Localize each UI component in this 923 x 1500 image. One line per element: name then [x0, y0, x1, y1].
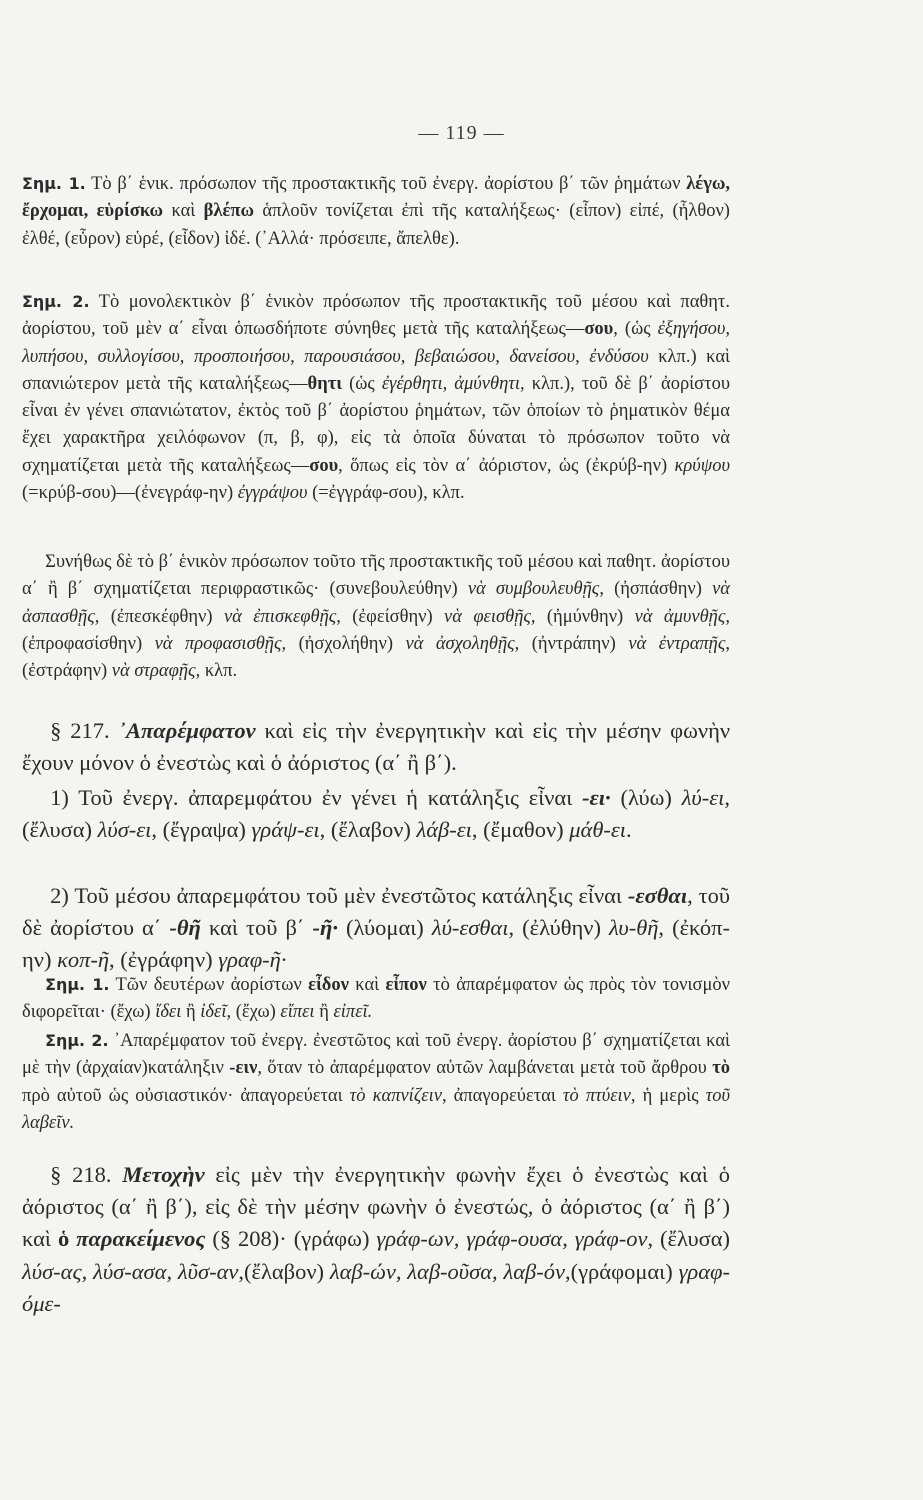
note-1-imperative: Σημ. 1. Τὸ β΄ ἑνικ. πρόσωπον τῆς προστακτικῆς τοῦ ἐνεργ. ἀορίστου β΄ τῶν ῥημάτων λέγω, ἔρχομαι, εὑρίσκω καὶ βλέπω ἁπλοῦν τονίζεται ἐπὶ τῆς καταλήξεως· (εἶπον) εἰπέ, (ἦλθον) ἐλθέ, (εὗρον) εὑρέ, (εἶδον) ἰδέ. (᾿Αλλά· πρόσειπε, ἄπελθε).	[22, 174, 730, 249]
section-217-item-1: 1) Τοῦ ἐνεργ. ἀπαρεμφάτου ἐν γένει ἡ κατάληξις εἶναι -ει· (λύω) λύ-ει, (ἔλυσα) λύσ-ει, (ἔγραψα) γράψ-ει, (ἔλαβον) λάβ-ει, (ἔμαθον) μάθ-ει.	[22, 785, 730, 843]
section-217-item-2: 2) Τοῦ μέσου ἀπαρεμφάτου τοῦ μὲν ἐνεστῶτος κατάληξις εἶναι -εσθαι, τοῦ δὲ ἀορίστου α΄ -θῆ καὶ τοῦ β΄ -ῆ· (λύομαι) λύ-εσθαι, (ἐλύθην) λυ-θῆ, (ἐκόπ-ην) κοπ-ῆ, (ἐγράφην) γραφ-ῆ·	[22, 883, 730, 973]
page-number: — 119 —	[418, 122, 505, 144]
note-1-infinitive: Σημ. 1. Τῶν δευτέρων ἀορίστων εἶδον καὶ εἶπον τὸ ἀπαρέμφατον ὡς πρὸς τὸν τονισμὸν διφορεῖται· (ἔχω) ἴδει ἢ ἰδεῖ, (ἔχω) εἴπει ἢ εἰπεῖ.	[22, 975, 730, 1023]
section-218: § 218. Μετοχὴν εἰς μὲν τὴν ἐνεργητικὴν φωνὴν ἔχει ὁ ἐνεστὼς καὶ ὁ ἀόριστος (α΄ ἢ β΄), εἰς δὲ τὴν μέσην φωνὴν ὁ ἐνεστώς, ὁ ἀόριστος (α΄ ἢ β΄) καὶ ὁ παρακείμενος (§ 208)· (γράφω) γράφ-ων, γράφ-ουσα, γράφ-ον, (ἔλυσα) λύσ-ας, λύσ-ασα, λῦσ-αν,(ἔλαβον) λαβ-ών, λαβ-οῦσα, λαβ-όν,(γράφομαι) γραφ-όμε-	[22, 1162, 731, 1316]
note-2-infinitive: Σημ. 2. ᾿Απαρέμφατον τοῦ ἐνεργ. ἐνεστῶτος καὶ τοῦ ἐνεργ. ἀορίστου β΄ σχηματίζεται καὶ μὲ τὴν (ἀρχαίαν)κατάληξιν -ειν, ὅταν τὸ ἀπαρέμφατον αὐτῶν λαμβάνεται μετὰ τοῦ ἄρθρου τὸ πρὸ αὐτοῦ ὡς οὐσιαστικόν· ἀπαγορεύεται τὸ καπνίζειν, ἀπαγορεύεται τὸ πτύειν, ἡ μερὶς τοῦ λαβεῖν.	[22, 1031, 730, 1133]
section-217: § 217. ᾿Απαρέμφατον καὶ εἰς τὴν ἐνεργητικὴν καὶ εἰς τὴν μέσην φωνὴν ἔχουν μόνον ὁ ἐνεστὼς καὶ ὁ ἀόριστος (α΄ ἢ β΄).	[22, 718, 731, 776]
note-2-imperative: Σημ. 2. Τὸ μονολεκτικὸν β΄ ἑνικὸν πρόσωπον τῆς προστακτικῆς τοῦ μέσου καὶ παθητ. ἀορίστου, τοῦ μὲν α΄ εἶναι ὁπωσδήποτε σύνηθες μετὰ τῆς καταλήξεως—σου, (ὡς ἐξηγήσου, λυπήσου, συλλογίσου, προσποιήσου, παρουσιάσου, βεβαιώσου, δανείσου, ἐνδύσου κλπ.) καὶ σπανιώτερον μετὰ τῆς καταλήξεως—θητι (ὡς ἐγέρθητι, ἀμύνθητι, κλπ.), τοῦ δὲ β΄ ἀορίστου εἶναι ἐν γένει σπανιώτατον, ἐκτὸς τοῦ β΄ ἀορίστου ῥημάτων, τῶν ὁποίων τὸ ῥηματικὸν θέμα ἔχει χαρακτῆρα χειλόφωνον (π, β, φ), εἰς τὰ ὁποῖα δύναται τὸ πρόσωπον τοῦτο νὰ σχηματίζεται μετὰ τῆς καταλήξεως—σου, ὅπως εἰς τὸν α΄ ἀόριστον, ὡς (ἐκρύβ-ην) κρύψου (=κρύβ-σου)—(ἐνεγράφ-ην) ἐγγράψου (=ἐγγράφ-σου), κλπ.	[22, 292, 730, 504]
note-2-continued: Συνήθως δὲ τὸ β΄ ἑνικὸν πρόσωπον τοῦτο τῆς προστακτικῆς τοῦ μέσου καὶ παθητ. ἀορίστου α΄ ἢ β΄ σχηματίζεται περιφραστικῶς· (συνεβουλεύθην) νὰ συμβουλευθῇς, (ἠσπάσθην) νὰ ἀσπασθῇς, (ἐπεσκέφθην) νὰ ἐπισκεφθῇς, (ἐφείσθην) νὰ φεισθῇς, (ἠμύνθην) νὰ ἀμυνθῇς, (ἐπροφασίσθην) νὰ προφασισθῇς, (ἠσχολήθην) νὰ ἀσχοληθῇς, (ἠντράπην) νὰ ἐντραπῇς, (ἐστράφην) νὰ στραφῇς, κλπ.	[22, 552, 731, 682]
